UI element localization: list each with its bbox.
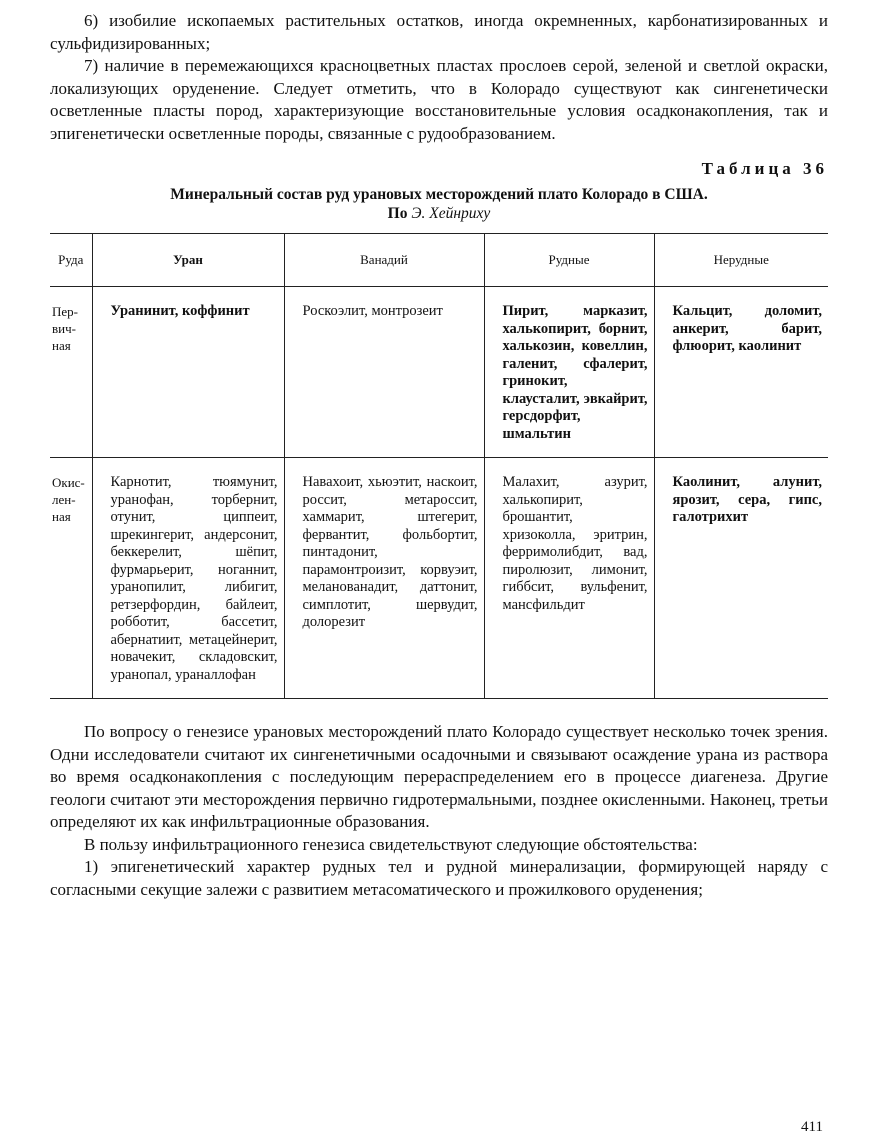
row-kind-primary: Пер- вич- ная	[52, 304, 78, 353]
header-gangue: Нерудные	[654, 234, 828, 287]
cell-ore-oxidized: Малахит, азурит, халькопирит, брошантит, хризоколла, эритрин, ферримолибдит, вад, пиролюзит, лимонит, гиббсит, вульфенит, мансфильдит	[484, 458, 654, 699]
cell-ore-primary: Пирит, марказит, халькопирит, борнит, халькозин, ковеллин, галенит, сфалерит, гринокит, клаусталит, эвкайрит, герсдорфит, шмальтин	[484, 287, 654, 458]
cell-uranium-primary: Уранинит, коффинит	[92, 287, 284, 458]
table-label: Таблица 36	[701, 159, 828, 178]
header-uranium: Уран	[92, 234, 284, 287]
cell-vanadium-primary: Роскоэлит, монтрозеит	[284, 287, 484, 458]
paragraph-evidence-1: 1) эпигенетический характер рудных тел и рудной минерализации, формирующей наряду с согласными секущие залежи с развитием метасоматического и прожилкового оруденения;	[50, 857, 828, 899]
header-vanadium: Ванадий	[284, 234, 484, 287]
table-subtitle	[50, 204, 828, 223]
paragraph-evidence-intro: В пользу инфильтрационного генезиса свидетельствуют следующие обстоятельства:	[84, 834, 698, 854]
table-subtitle-author: Э. Хейнриху	[411, 205, 491, 222]
table-title: Минеральный состав руд урановых месторождений плато Колорадо в США.	[170, 186, 708, 203]
header-ore: Руда	[50, 234, 92, 287]
minerals-table	[50, 233, 828, 699]
page	[50, 10, 828, 901]
cell-gangue-primary: Кальцит, доломит, анкерит, барит, флюорит, каолинит	[654, 287, 828, 458]
cell-gangue-oxidized: Каолинит, алунит, ярозит, сера, гипс, галотрихит	[654, 458, 828, 699]
table-row	[50, 287, 828, 458]
paragraph-genesis: По вопросу о генезисе урановых месторождений плато Колорадо существует несколько точек зрения. Одни исследователи считают их сингенетичными осадочными и связывают осаждение урана из раствора во время осадконакопления с последующим перераспределением его в процессе диагенеза. Другие геологи считают эти месторождения первично гидротермальными, позднее окисленными. Наконец, третьи определяют их как инфильтрационные образования.	[50, 722, 828, 831]
table-subtitle-prefix: По	[387, 205, 408, 222]
body-text	[50, 721, 828, 901]
cell-vanadium-oxidized: Навахоит, хьюэтит, наскоит, россит, метароссит, хаммарит, штегерит, фервантит, фольбортит, пинтадонит, парамонтроизит, корвуэит, меланованадит, даттонит, симплотит, шервудит, долорезит	[284, 458, 484, 699]
cell-uranium-oxidized: Карнотит, тюямунит, уранофан, торбернит, отунит, циппеит, шрекингерит, андерсонит, беккерелит, шёпит, фурмарьерит, ноганнит, уранопилит, либигит, ретзерфордин, байлеит, робботит, бассетит, абернатиит, метацейнерит, новачекит, складовскит, уранопал, ураналлофан	[92, 458, 284, 699]
paragraph-item-6: 6) изобилие ископаемых растительных остатков, иногда окремненных, карбонатизированных и сульфидизированных;	[50, 11, 828, 53]
table-row	[50, 458, 828, 699]
paragraph-item-7: 7) наличие в перемежающихся красноцветных пластах прослоев серой, зеленой и светлой окраски, локализующих оруденение. Следует отметить, что в Колорадо существуют как сингенетически осветленные пласты пород, характеризующие восстановительные условия осадконакопления, так и эпигенетически осветленные породы, связанные с рудообразованием.	[50, 56, 828, 143]
page-number: 411	[801, 1119, 823, 1135]
table-header-row	[50, 234, 828, 287]
row-kind-oxidized: Окис- лен- ная	[50, 458, 92, 699]
header-ore-minerals: Рудные	[484, 234, 654, 287]
